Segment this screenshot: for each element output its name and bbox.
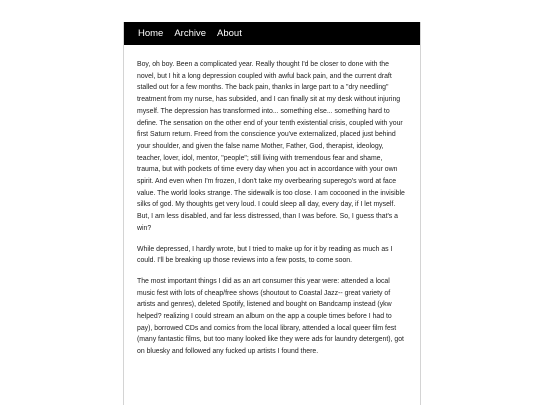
post-paragraph: While depressed, I hardly wrote, but I tried to make up for it by reading as much as I could. I'll be breaking up those reviews into a few posts, to come soon. [137, 245, 393, 265]
post-content [124, 45, 420, 358]
post-paragraph: The most important things I did as an art consumer this year were: attended a local music fest with lots of cheap/free shows (shoutout to Coastal Jazz-- great variety of artists and genres), deleted Spotify, listened and bought on Bandcamp instead (ykw helped? realizing I could stream an album on the app a couple times before I had to pay), borrowed CDs and comics from the local library, attended a local queer film fest (many fantastic films, but too many looked like they were ads for laundry detergent), got on bluesky and followed any fucked up artists I found there. [137, 277, 404, 356]
nav-about-link[interactable]: About [217, 28, 242, 39]
top-navbar [124, 22, 420, 45]
nav-home-link[interactable]: Home [138, 28, 164, 39]
post-paragraph: Boy, oh boy. Been a complicated year. Really thought I'd be closer to done with the novel, but I hit a long depression coupled with awful back pain, and the current draft stalled out for a few months. The back pain, thanks in large part to a "dry needling" treatment from my nurse, has subsided, and I can finally sit at my desk without injuring myself. The depression has transformed into... something else... something hard to define. The sensation on the other end of your tenth existential crisis, coupled with your first Saturn return. Freed from the conscience you've externalized, placed just behind your shoulder, and given the false name Mother, Father, God, therapist, ideology, teacher, lover, idol, mentor, "people"; still living with tremendous fear and shame, trauma, but with pockets of time every day when you act in accordance with your own spirit. And even when I'm frozen, I don't take my overbearing superego's word at face value. The world looks strange. The sidewalk is too close. I am cocooned in the invisible silks of god. My thoughts get very loud. I could sleep all day, every day, if I let myself. But, I am less disabled, and far less distressed, than I was before. So, I guess that's a win? [137, 61, 405, 232]
blog-page [123, 22, 421, 405]
nav-archive-link[interactable]: Archive [174, 28, 207, 39]
